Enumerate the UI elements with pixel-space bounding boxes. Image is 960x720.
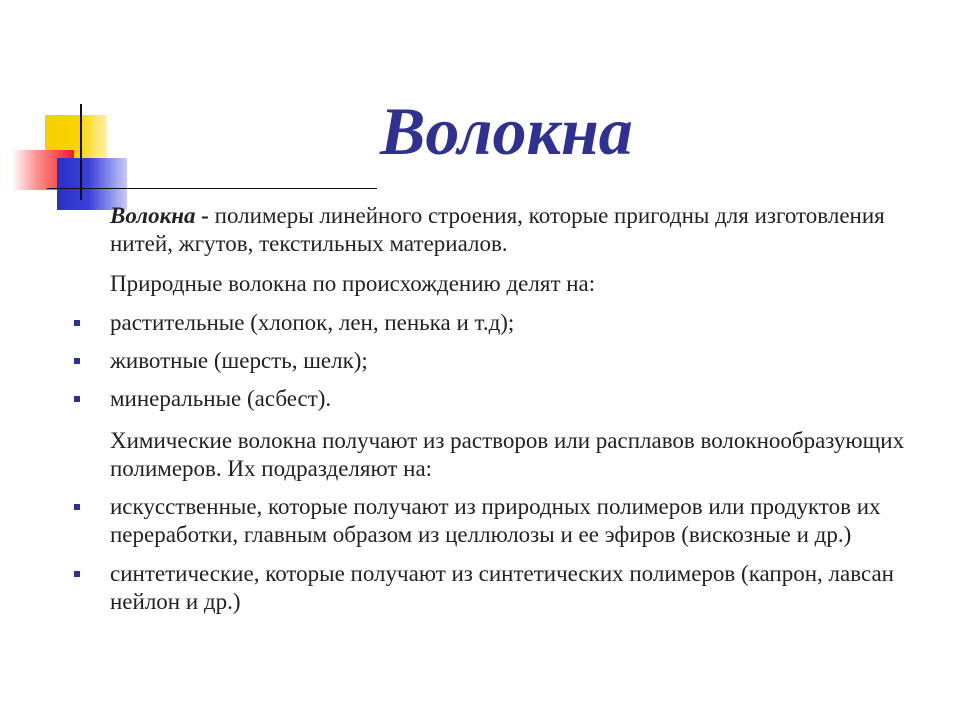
- natural-intro: Природные волокна по происхождению делят на:: [110, 271, 596, 296]
- definition-term: Волокна: [110, 203, 196, 228]
- slide-title: Волокна: [380, 93, 633, 169]
- list-item: [72, 385, 942, 413]
- bullet-icon: [74, 504, 80, 510]
- title-rule-wrap: [0, 0, 400, 220]
- slide-body: [72, 202, 942, 616]
- definition-text: полимеры линейного строения, которые пригодны для изготовления нитей, жгутов, текстильных материалов.: [110, 203, 885, 256]
- list-item-text: растительные (хлопок, лен, пенька и т.д);: [110, 310, 515, 335]
- list-item-text: искусственные, которые получают из природных полимеров или продуктов их переработки, главным образом из целлюлозы и ее эфиров (вискозные и др.): [110, 494, 881, 547]
- list-item-text: минеральные (асбест).: [110, 386, 332, 411]
- horizontal-rule: [47, 188, 377, 189]
- bullet-icon: [74, 396, 80, 402]
- chemical-intro: Химические волокна получают из растворов или расплавов волокнообразующих полимеров. Их подразделяют на:: [110, 428, 905, 481]
- definition-paragraph: [72, 202, 942, 258]
- bullet-icon: [74, 358, 80, 364]
- definition-dash: -: [195, 203, 215, 228]
- list-item: [72, 309, 942, 337]
- list-item: [72, 560, 942, 616]
- list-item-text: синтетические, которые получают из синтетических полимеров (капрон, лавсан нейлон и др.): [110, 561, 894, 614]
- list-item: [72, 493, 942, 549]
- list-item: [72, 347, 942, 375]
- bullet-icon: [74, 320, 80, 326]
- bullet-icon: [74, 571, 80, 577]
- list-item-text: животные (шерсть, шелк);: [110, 348, 368, 373]
